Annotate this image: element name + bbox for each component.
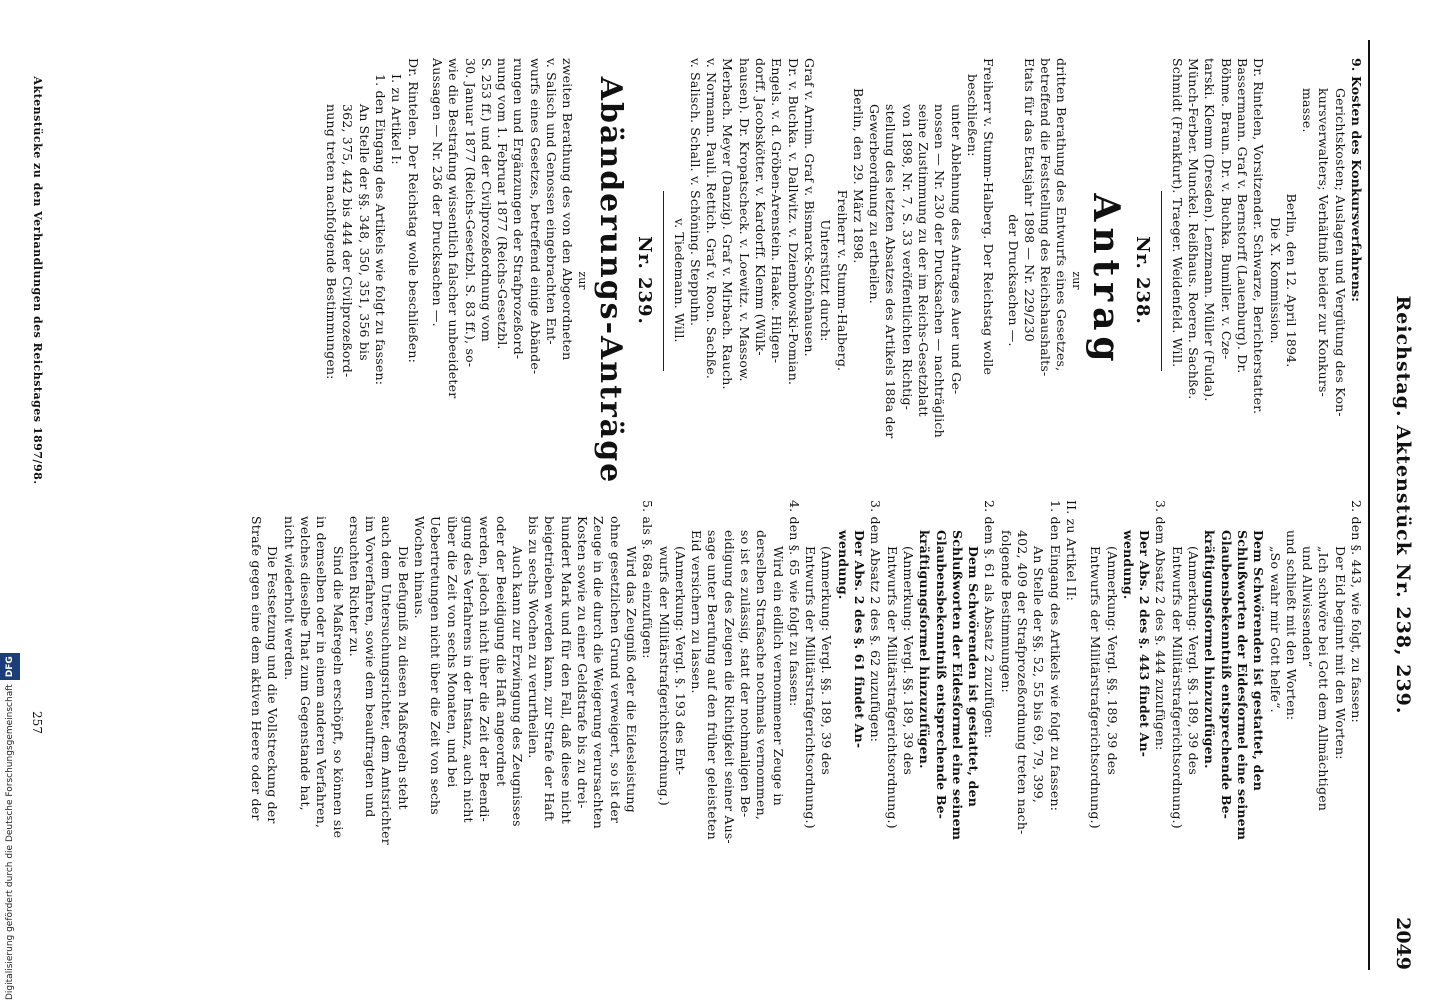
- text-line: Bassermann. Graf v. Bernstorff (Lauenburg). Dr.: [1234, 58, 1250, 374]
- text-line: „Ich schwöre bei Gott dem Allmächtigen: [1316, 546, 1332, 812]
- text-line: Etats für das Etatsjahr 1898 — Nr. 229/230: [1021, 58, 1037, 342]
- text-line: 3. dem Absatz 2 des §. 444 zuzufügen:: [1153, 500, 1169, 751]
- text-line: masse.: [1300, 88, 1316, 133]
- text-line: dritten Berathung des Entwurfs eines Gesetzes,: [1054, 58, 1070, 372]
- section-rule: [1161, 191, 1162, 371]
- header-rule: [1368, 40, 1370, 970]
- page-number: 2049: [1392, 917, 1414, 970]
- text-line: Aussagen — Nr. 236 der Drucksachen —.: [429, 58, 445, 327]
- text-line: Berlin, den 29. März 1898.: [850, 88, 866, 264]
- section-number: Nr. 239.: [634, 236, 656, 325]
- text-line: v. Salisch und Genossen eingebrachten Ent-: [544, 58, 560, 345]
- text-line: oder der Beeidigung die Haft angeordnet: [493, 516, 509, 787]
- text-line: tarski. Klemm (Dresden). Lenzmann. Müller (Fulda).: [1202, 58, 1218, 402]
- text-line: Freiherr v. Stumm-Halberg.: [834, 189, 850, 372]
- page-header: [1368, 40, 1426, 970]
- spacer: [421, 58, 429, 503]
- text-line: Der Abs. 2 des §. 443 findet An-: [1137, 530, 1153, 758]
- text-line: (Anmerkung: Vergl. §§. 189, 39 des: [900, 546, 916, 775]
- text-line: zur: [1070, 271, 1084, 290]
- text-line: kräftigungsformel hinzuzufügen.: [917, 530, 933, 769]
- text-line: stellung des letzten Absatzes des Artikels 188a der: [883, 104, 899, 439]
- text-line: unter Ablehnung des Antrages Auer und Ge-: [948, 104, 964, 395]
- text-line: nung treten nachfolgende Bestimmungen:: [324, 104, 340, 380]
- text-line: Dr. Rintelen, Vorsitzender. Schwarze, Berichterstatter.: [1251, 58, 1267, 415]
- text-line: von 1898, Nr. 7, S. 33 veröffentlichten Richtig-: [899, 104, 915, 411]
- text-line: Böhme. Braun. Dr. v. Buchka. Bumiller. v. Cze-: [1218, 58, 1234, 360]
- text-line: 1. den Eingang des Artikels wie folgt zu fassen:: [373, 74, 389, 386]
- text-line: wendung.: [1120, 530, 1136, 600]
- text-line: „So wahr mir Gott helfe“.: [1267, 546, 1283, 713]
- section-title: Abänderungs-Anträge: [593, 76, 629, 485]
- text-line: 9. Kosten des Konkursverfahrens:: [1349, 58, 1364, 303]
- dfg-logo[interactable]: DFG: [0, 653, 20, 680]
- text-line: Glaubensbekenntniß entsprechende Be-: [1218, 530, 1234, 820]
- text-line: nicht wiederholt werden.: [281, 516, 297, 681]
- text-line: Zeuge in die durch die Weigerung verursachten: [591, 516, 607, 829]
- section-rule: [663, 191, 664, 371]
- text-line: wurfs eines Gesetzes, betreffend einige Abände-: [527, 58, 543, 375]
- text-line: Entwurfs der Militärstrafgerichtsordnung.): [803, 546, 819, 829]
- text-line: über die Zeit von sechs Monaten, und bei: [444, 516, 460, 788]
- text-line: kursverwalters; Verhältniß beider zur Konkurs-: [1316, 88, 1332, 398]
- text-line: Freiherr v. Stumm-Halberg. Der Reichstag wolle: [981, 58, 997, 376]
- text-line: 1. den Eingang des Artikels wie folgt zu fassen:: [1047, 500, 1063, 812]
- text-line: Entwurfs der Militärstrafgerichtsordnung.): [1088, 546, 1104, 829]
- text-line: 30. Januar 1877 (Reichs-Gesetzbl. S. 83 ff.), so-: [462, 58, 478, 368]
- footer-sheet-number: 257: [30, 711, 44, 734]
- text-line: nossen — Nr. 230 der Drucksachen — nachträglich: [932, 104, 948, 438]
- text-line: ersuchten Richter zu.: [346, 516, 362, 657]
- text-line: Schlußworten der Eidesformel eine seinem: [949, 530, 965, 841]
- text-line: gung des Verfahrens in der Instanz, auch nicht: [460, 516, 476, 823]
- text-line: Strafe gegen eine dem aktiven Heere oder der: [249, 516, 265, 821]
- text-line: Schmidt (Frankfurt). Traeger. Weidenfeld. Will.: [1169, 58, 1185, 368]
- text-line: Der Abs. 2 des §. 61 findet An-: [852, 530, 868, 749]
- running-title: Reichstag. Aktenstück Nr. 238, 239.: [1392, 295, 1414, 715]
- text-line: zur: [576, 271, 590, 290]
- text-line: seine Zustimmung zu der im Reichs-Gesetzblatt: [916, 104, 932, 417]
- text-line: nung vom 1. Februar 1877 (Reichs-Gesetzbl.: [495, 58, 511, 350]
- spacer: [996, 58, 1004, 503]
- text-line: der Drucksachen —.: [1005, 214, 1021, 347]
- text-line: und schließt mit den Worten:: [1283, 530, 1299, 721]
- text-line: betreffend die Feststellung des Reichshaushalts-: [1038, 58, 1054, 377]
- text-line: Kosten sowie zu einer Geldstrafe bis zu drei-: [575, 516, 591, 809]
- text-line: v. Salisch. Schall. v. Schöning. Steppuhn.: [687, 58, 703, 327]
- text-line: Dem Schwörenden ist gestattet, den: [966, 546, 982, 808]
- text-line: Sind die Maßregeln erschöpft, so können sie: [330, 546, 346, 839]
- text-line: derselben Strafsache nochmals vernommen,: [754, 530, 770, 820]
- text-line: dorff. Jacobskötter. v. Kardorff. Klemm (Wülk-: [753, 58, 769, 356]
- text-line: folgende Bestimmungen:: [998, 530, 1014, 693]
- text-line: welches dieselbe That zum Gegenstande hat,: [298, 516, 313, 811]
- digitization-credit: Digitalisierung gefördert durch die Deutsche Forschungsgemeinschaft: [5, 684, 15, 1000]
- text-line: Dr. Rintelen. Der Reichstag wolle beschließen:: [405, 58, 421, 363]
- footer-source-line: Aktenstücke zu den Verhandlungen des Reichstages 1897/98.: [31, 76, 44, 485]
- text-line: kräftigungsformel hinzuzufügen.: [1202, 530, 1218, 769]
- text-line: Uebertretungen nicht über die Zeit von sechs: [428, 516, 444, 815]
- text-line: in demselben oder in einem anderen Verfahren,: [314, 516, 330, 829]
- text-line: An Stelle der §§. 52, 55 bis 69, 79, 399,: [1031, 546, 1047, 804]
- text-line: v. Tiedemann. Will.: [671, 218, 687, 343]
- text-line: Entwurfs der Militärstrafgerichtsordnung.): [1169, 546, 1185, 829]
- text-line: Gewerbeordnung zu ertheilen.: [867, 104, 883, 304]
- text-line: Eid versichern zu lassen.: [689, 530, 705, 694]
- text-line: v. Normann. Pauli. Rettich. Graf v. Roon. Sachße.: [704, 58, 720, 380]
- text-line: ohne gesetzlichen Grund verweigert, so ist der: [607, 516, 623, 824]
- text-line: Wird das Zeugniß oder die Eidesleistung: [623, 546, 639, 813]
- text-line: im Vorverfahren, sowie dem beauftragten und: [363, 516, 379, 818]
- text-line: werden, jedoch nicht über die Zeit der Beendi-: [477, 516, 493, 823]
- text-line: Der Eid beginnt mit den Worten:: [1332, 546, 1348, 760]
- text-line: 4. den §. 65 wie folgt zu fassen:: [786, 500, 802, 707]
- text-line: Entwurfs der Militärstrafgerichtsordnung.): [884, 546, 900, 829]
- text-line: wurfs der Militärstrafgerichtsordnung.): [656, 546, 672, 806]
- text-line: Wochen hinaus.: [412, 516, 428, 619]
- text-line: sage unter Berufung auf den früher geleisteten: [705, 530, 721, 840]
- digitization-sidebar: [0, 600, 20, 1000]
- text-line: Dem Schwörenden ist gestattet, den: [1251, 530, 1267, 792]
- spacer: [1079, 500, 1087, 945]
- left-column: [323, 58, 1364, 503]
- text-line: Schlußworten der Eidesformel eine seinem: [1234, 530, 1250, 841]
- text-line: II. zu Artikel II:: [1063, 500, 1079, 602]
- text-line: Graf v. Arnim. Graf v. Bismarck-Schönhausen.: [801, 58, 817, 357]
- text-line: Glaubensbekenntniß entsprechende Be-: [933, 530, 949, 820]
- text-line: Unterstützt durch:: [818, 219, 834, 342]
- text-line: Wird ein eidlich vernommener Zeuge in: [770, 546, 786, 806]
- text-line: Merbach. Meyer (Danzig). Graf v. Mirbach. Rauch.: [720, 58, 736, 390]
- text-line: (Anmerkung: Vergl. §§. 189, 39 des: [1104, 546, 1120, 775]
- text-line: 402, 409 der Strafprozeßordnung treten nach-: [1015, 530, 1031, 835]
- text-line: beigetrieben werden kann, zur Strafe der Haft: [542, 516, 558, 822]
- section-title: Antrag: [1085, 193, 1128, 368]
- text-line: 3. dem Absatz 2 des §. 62 zuzufügen:: [868, 500, 884, 743]
- section-number: Nr. 238.: [1132, 236, 1154, 325]
- text-line: und Allwissenden“: [1300, 546, 1316, 668]
- text-line: zweiten Berathung des von den Abgeordneten: [560, 58, 576, 361]
- text-line: 2. dem §. 61 als Absatz 2 zuzufügen:: [982, 500, 998, 739]
- text-line: Berlin, den 12. April 1894.: [1283, 193, 1299, 368]
- text-line: wendung.: [835, 530, 851, 600]
- text-line: beschließen:: [964, 74, 980, 157]
- text-line: An Stelle der §§. 348, 350, 351, 356 bis: [356, 104, 372, 361]
- text-line: S. 253 ff.) und der Civilprozeßordnung vom: [478, 58, 494, 342]
- text-line: (Anmerkung: Vergl. §. 193 des Ent-: [672, 546, 688, 776]
- text-line: Dr. v. Buchka. v. Dallwitz. v. Dziembowski-Pomian.: [785, 58, 801, 386]
- text-line: 362, 375, 442 bis 444 der Civilprozeßord-: [340, 104, 356, 378]
- text-line: rungen und Ergänzungen der Strafprozeßord-: [511, 58, 527, 360]
- text-line: Die Befugniß zu diesen Maßregeln steht: [395, 546, 411, 810]
- text-line: Engels. v. d. Gröben-Arenstein. Haake. Hilgen-: [769, 58, 785, 364]
- text-line: hundert Mark und für den Fall, daß diese nicht: [558, 516, 574, 824]
- text-line: wie die Bestrafung wissentlich falscher unbeeideter: [446, 58, 462, 399]
- text-line: Münch-Ferber. Munckel. Reißhaus. Roeren. Sachße.: [1186, 58, 1202, 400]
- text-line: Gerichtskosten; Auslagen und Vergütung des Kon-: [1332, 88, 1348, 417]
- text-line: so ist es zulässig, statt der nochmaligen Be-: [738, 530, 754, 818]
- text-line: 5. als §. 68a einzufügen:: [640, 500, 656, 659]
- text-line: hausen). Dr. Kropatscheck. v. Loewitz. v. Massow.: [736, 58, 752, 382]
- text-line: Die Festsetzung und die Vollstreckung der: [265, 546, 281, 824]
- text-line: I. zu Artikel I:: [389, 74, 405, 165]
- text-line: (Anmerkung: Vergl. §§. 189, 39 des: [819, 546, 835, 775]
- text-line: 2. den §. 443, wie folgt, zu fassen:: [1349, 500, 1364, 723]
- text-line: Auch kann zur Erzwingung des Zeugnisses: [509, 546, 525, 827]
- right-column: [248, 500, 1364, 945]
- text-line: bis zu sechs Wochen zu verurtheilen.: [526, 516, 542, 759]
- text-line: Die X. Kommission.: [1267, 217, 1283, 344]
- text-line: auch dem Untersuchungsrichter, dem Amtsrichter: [379, 516, 395, 845]
- text-line: eidigung des Zeugen die Richtigkeit seiner Aus-: [721, 530, 737, 844]
- text-line: (Anmerkung: Vergl. §§. 189, 39 des: [1186, 546, 1202, 775]
